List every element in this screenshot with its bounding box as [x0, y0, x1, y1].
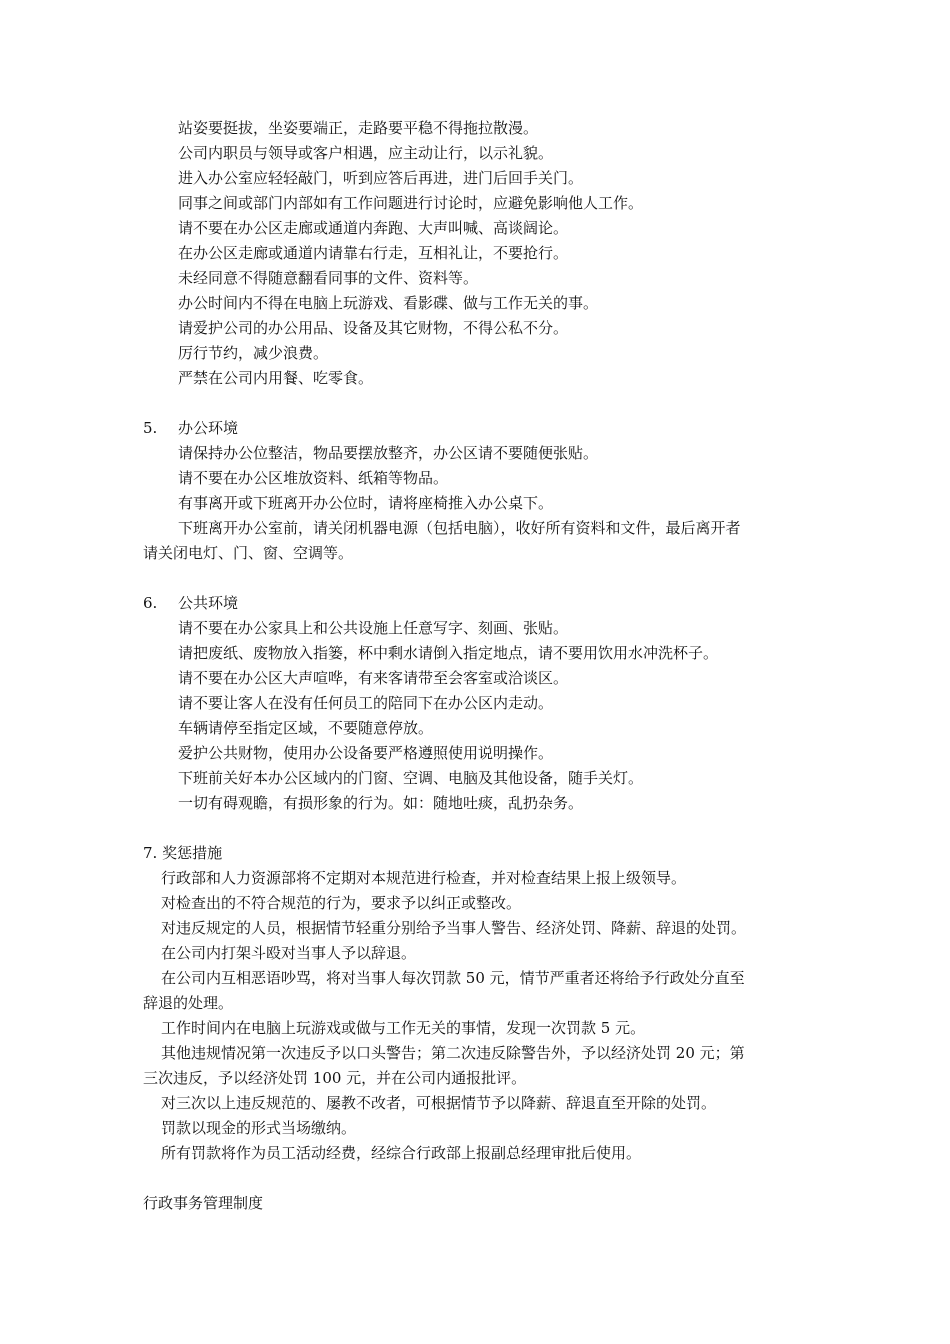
- rule-line: 一切有碍观瞻，有损形象的行为。如：随地吐痰，乱扔杂务。: [178, 794, 584, 812]
- rule-line: 站姿要挺拔，坐姿要端正，走路要平稳不得拖拉散漫。: [178, 119, 539, 137]
- rule-line: 其他违规情况第一次违反予以口头警告；第二次违反除警告外，予以经济处罚 20 元；第: [161, 1044, 745, 1062]
- rule-line: 请不要让客人在没有任何员工的陪同下在办公区内走动。: [178, 694, 554, 712]
- document-footer-title: 行政事务管理制度: [143, 1194, 264, 1212]
- conduct-rules: [143, 116, 815, 391]
- rule-line-continuation: 请关闭电灯、门、窗、空调等。: [143, 544, 354, 562]
- rule-line: 有事离开或下班离开办公位时，请将座椅推入办公桌下。: [178, 494, 554, 512]
- rule-line: 在公司内互相恶语吵骂，将对当事人每次罚款 50 元，情节严重者还将给予行政处分直至: [161, 969, 745, 987]
- rule-line: 进入办公室应轻轻敲门，听到应答后再进，进门后回手关门。: [178, 169, 584, 187]
- section-heading: 7. 奖惩措施: [143, 844, 223, 862]
- spacer: [143, 566, 815, 591]
- rule-line: 在办公区走廊或通道内请靠右行走，互相礼让，不要抢行。: [178, 244, 569, 262]
- section-heading: [143, 591, 815, 616]
- rule-line: 对检查出的不符合规范的行为，要求予以纠正或整改。: [161, 894, 522, 912]
- rule-line: 对三次以上违反规范的、屡教不改者，可根据情节予以降薪、辞退直至开除的处罚。: [161, 1094, 717, 1112]
- rule-line: 爱护公共财物，使用办公设备要严格遵照使用说明操作。: [178, 744, 554, 762]
- rule-line-continuation: 三次违反，予以经济处罚 100 元，并在公司内通报批评。: [143, 1069, 527, 1087]
- rule-line: 请不要在办公区大声喧哗，有来客请带至会客室或洽谈区。: [178, 669, 569, 687]
- section-title: 公共环境: [178, 594, 239, 612]
- rule-line: 车辆请停至指定区域，不要随意停放。: [178, 719, 434, 737]
- rule-line: 同事之间或部门内部如有工作问题进行讨论时，应避免影响他人工作。: [178, 194, 644, 212]
- rule-line: 请爱护公司的办公用品、设备及其它财物，不得公私不分。: [178, 319, 569, 337]
- rule-line: 公司内职员与领导或客户相遇，应主动让行，以示礼貌。: [178, 144, 554, 162]
- section-office-environment: [143, 416, 815, 566]
- section-number: 6.: [143, 594, 158, 612]
- rule-line: 请保持办公位整洁，物品要摆放整齐，办公区请不要随便张贴。: [178, 444, 599, 462]
- section-public-environment: [143, 591, 815, 816]
- section-title: 办公环境: [178, 419, 239, 437]
- rule-line: 办公时间内不得在电脑上玩游戏、看影碟、做与工作无关的事。: [178, 294, 599, 312]
- rule-line: 请不要在办公区走廊或通道内奔跑、大声叫喊、高谈阔论。: [178, 219, 569, 237]
- rule-line: 严禁在公司内用餐、吃零食。: [178, 369, 374, 387]
- rule-line: 下班离开办公室前，请关闭机器电源（包括电脑），收好所有资料和文件，最后离开者: [178, 519, 741, 537]
- rule-line: 请把废纸、废物放入指篓，杯中剩水请倒入指定地点，请不要用饮用水冲洗杯子。: [178, 644, 719, 662]
- rule-line: 罚款以现金的形式当场缴纳。: [161, 1119, 357, 1137]
- rule-line: 行政部和人力资源部将不定期对本规范进行检查，并对检查结果上报上级领导。: [161, 869, 687, 887]
- document-page: [143, 116, 815, 1216]
- spacer: [143, 391, 815, 416]
- rule-line: 对违反规定的人员，根据情节轻重分别给予当事人警告、经济处罚、降薪、辞退的处罚。: [161, 919, 747, 937]
- rule-line: 所有罚款将作为员工活动经费，经综合行政部上报副总经理审批后使用。: [161, 1144, 642, 1162]
- rule-line: 请不要在办公区堆放资料、纸箱等物品。: [178, 469, 449, 487]
- section-rewards-penalties: [143, 841, 815, 1166]
- spacer: [143, 1166, 815, 1191]
- rule-line-continuation: 辞退的处理。: [143, 994, 234, 1012]
- rule-line: 下班前关好本办公区域内的门窗、空调、电脑及其他设备，随手关灯。: [178, 769, 644, 787]
- rule-line: 厉行节约，减少浪费。: [178, 344, 329, 362]
- rule-line: 在公司内打架斗殴对当事人予以辞退。: [161, 944, 417, 962]
- spacer: [143, 816, 815, 841]
- rule-line: 工作时间内在电脑上玩游戏或做与工作无关的事情，发现一次罚款 5 元。: [161, 1019, 646, 1037]
- rule-line: 请不要在办公家具上和公共设施上任意写字、刻画、张贴。: [178, 619, 569, 637]
- section-heading: [143, 416, 815, 441]
- rule-line: 未经同意不得随意翻看同事的文件、资料等。: [178, 269, 479, 287]
- section-number: 5.: [143, 419, 158, 437]
